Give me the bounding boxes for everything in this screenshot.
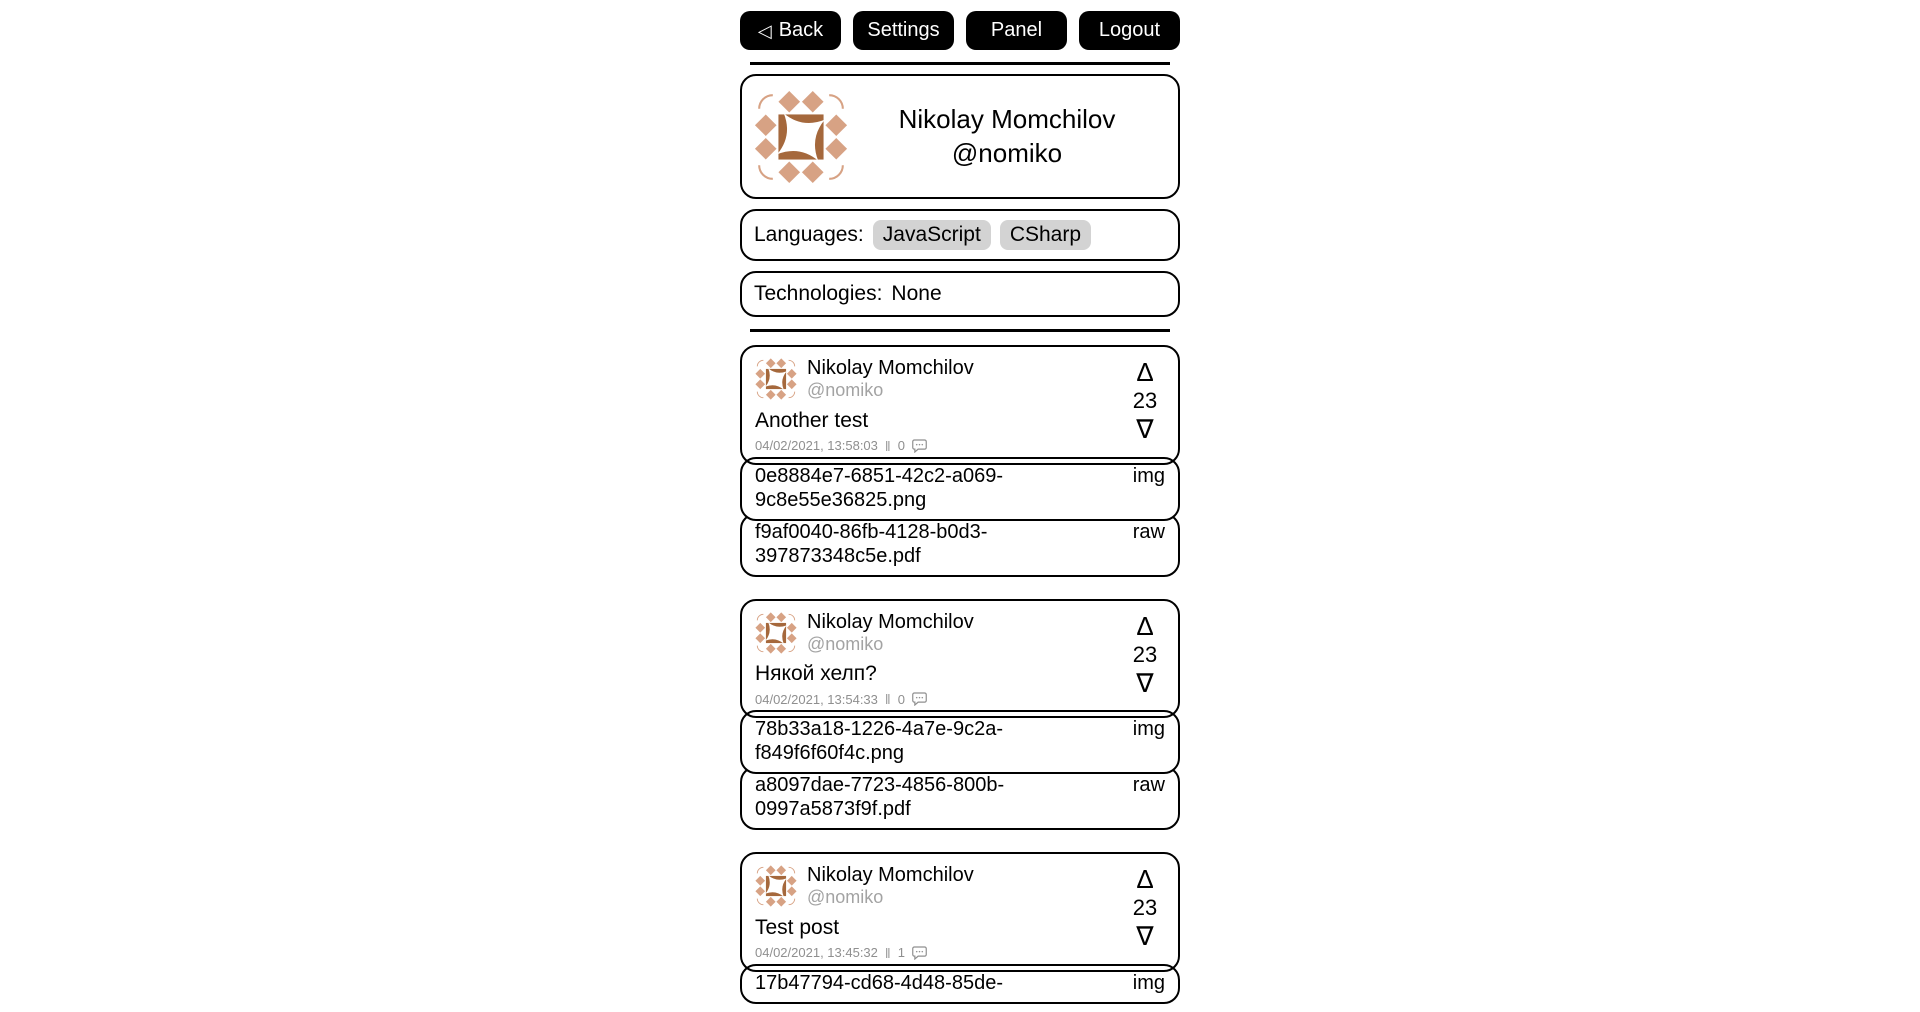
post-card [740,852,1180,972]
post-author-row [755,611,1165,656]
downvote-button[interactable]: ∇ [1136,667,1154,698]
attachment-type-label: img [1132,971,1165,994]
comment-count: 1 [897,945,905,961]
upvote-button[interactable]: Δ [1136,357,1154,387]
content-column [740,0,1180,1004]
vote-column [1127,357,1163,445]
post-meta [755,691,1165,707]
post-timestamp: 04/02/2021, 13:54:33 [755,691,878,707]
attachment-type-label: raw [1132,774,1165,797]
posts-list [740,345,1180,1004]
meta-separator: ‖ [884,437,891,454]
post-author-name: Nikolay Momchilov [807,357,974,379]
languages-card [740,209,1180,261]
post-author-name: Nikolay Momchilov [807,610,974,633]
meta-separator: ‖ [884,944,891,961]
toolbar [740,11,1180,50]
attachment-item[interactable] [740,457,1180,521]
post-card [740,599,1180,719]
upvote-button[interactable]: Δ [1136,864,1154,895]
language-badge: JavaScript [873,220,991,250]
post-author-avatar [755,865,797,907]
settings-button[interactable] [853,11,954,50]
post-meta [755,945,1165,961]
profile-name: Nikolay Momchilov [898,103,1116,134]
profile-names [848,103,1166,171]
vote-column [1127,864,1163,952]
attachment-filename: 17b47794-cd68-4d48-85de- [755,971,1003,994]
post-author-row [755,357,1165,402]
post-group [740,345,1180,577]
attachment-filename: f9af0040-86fb-4128-b0d3-397873348c5e.pdf [755,520,988,567]
post-title: Някой хелп? [755,662,877,686]
attachment-filename: a8097dae-7723-4856-800b-0997a5873f9f.pdf [755,774,1005,821]
attachment-type-label: img [1132,718,1165,741]
panel-button[interactable] [966,11,1067,50]
profile-card [740,74,1180,199]
attachment-item[interactable] [740,513,1180,577]
downvote-button[interactable]: ∇ [1136,414,1154,445]
technologies-value: None [891,282,942,305]
top-divider [750,62,1170,65]
profile-handle: @nomiko [951,137,1063,168]
profile-avatar [754,90,848,184]
languages-label: Languages: [754,223,864,246]
comment-icon [912,692,927,706]
attachment-filename: 0e8884e7-6851-42c2-a069-9c8e55e36825.png [755,464,1003,511]
attachment-filename: 78b33a18-1226-4a7e-9c2a-f849f6f60f4c.png [755,718,1003,765]
comment-icon [912,946,927,960]
vote-count: 23 [1132,388,1158,413]
attachment-item[interactable] [740,710,1180,774]
post-author-avatar [755,612,797,654]
back-button[interactable] [740,11,841,50]
post-group [740,599,1180,831]
upvote-button[interactable]: Δ [1136,610,1154,641]
vote-count: 23 [1132,641,1158,667]
post-timestamp: 04/02/2021, 13:45:32 [755,945,878,961]
post-card [740,345,1180,465]
comment-count: 0 [897,438,905,454]
post-title: Test post [755,915,840,939]
technologies-card [740,271,1180,317]
settings-button-label: Settings [867,19,940,41]
technologies-label: Technologies: [754,282,883,305]
downvote-button[interactable]: ∇ [1136,921,1154,952]
meta-separator: ‖ [884,691,891,708]
logout-button-label: Logout [1098,19,1161,41]
post-author-name: Nikolay Momchilov [807,864,974,887]
post-author-handle: @nomiko [807,380,884,400]
comment-icon [912,439,927,453]
back-button-label: Back [778,19,824,41]
vote-column [1127,610,1163,698]
posts-divider [750,329,1170,332]
attachment-type-label: img [1132,464,1165,487]
attachment-type-label: raw [1132,520,1165,543]
language-badge: CSharp [1000,220,1091,250]
post-author-avatar [755,358,797,400]
panel-button-label: Panel [990,19,1043,41]
post-author-row [755,864,1165,909]
attachment-item[interactable] [740,766,1180,830]
logout-button[interactable] [1079,11,1180,50]
post-group [740,852,1180,1004]
post-meta [755,438,1165,454]
post-author-handle: @nomiko [807,887,884,908]
vote-count: 23 [1132,895,1158,921]
post-timestamp: 04/02/2021, 13:58:03 [755,438,878,454]
post-title: Another test [755,408,869,432]
post-author-handle: @nomiko [807,633,884,654]
back-arrow-icon: ◁ [757,20,772,41]
comment-count: 0 [897,691,905,707]
